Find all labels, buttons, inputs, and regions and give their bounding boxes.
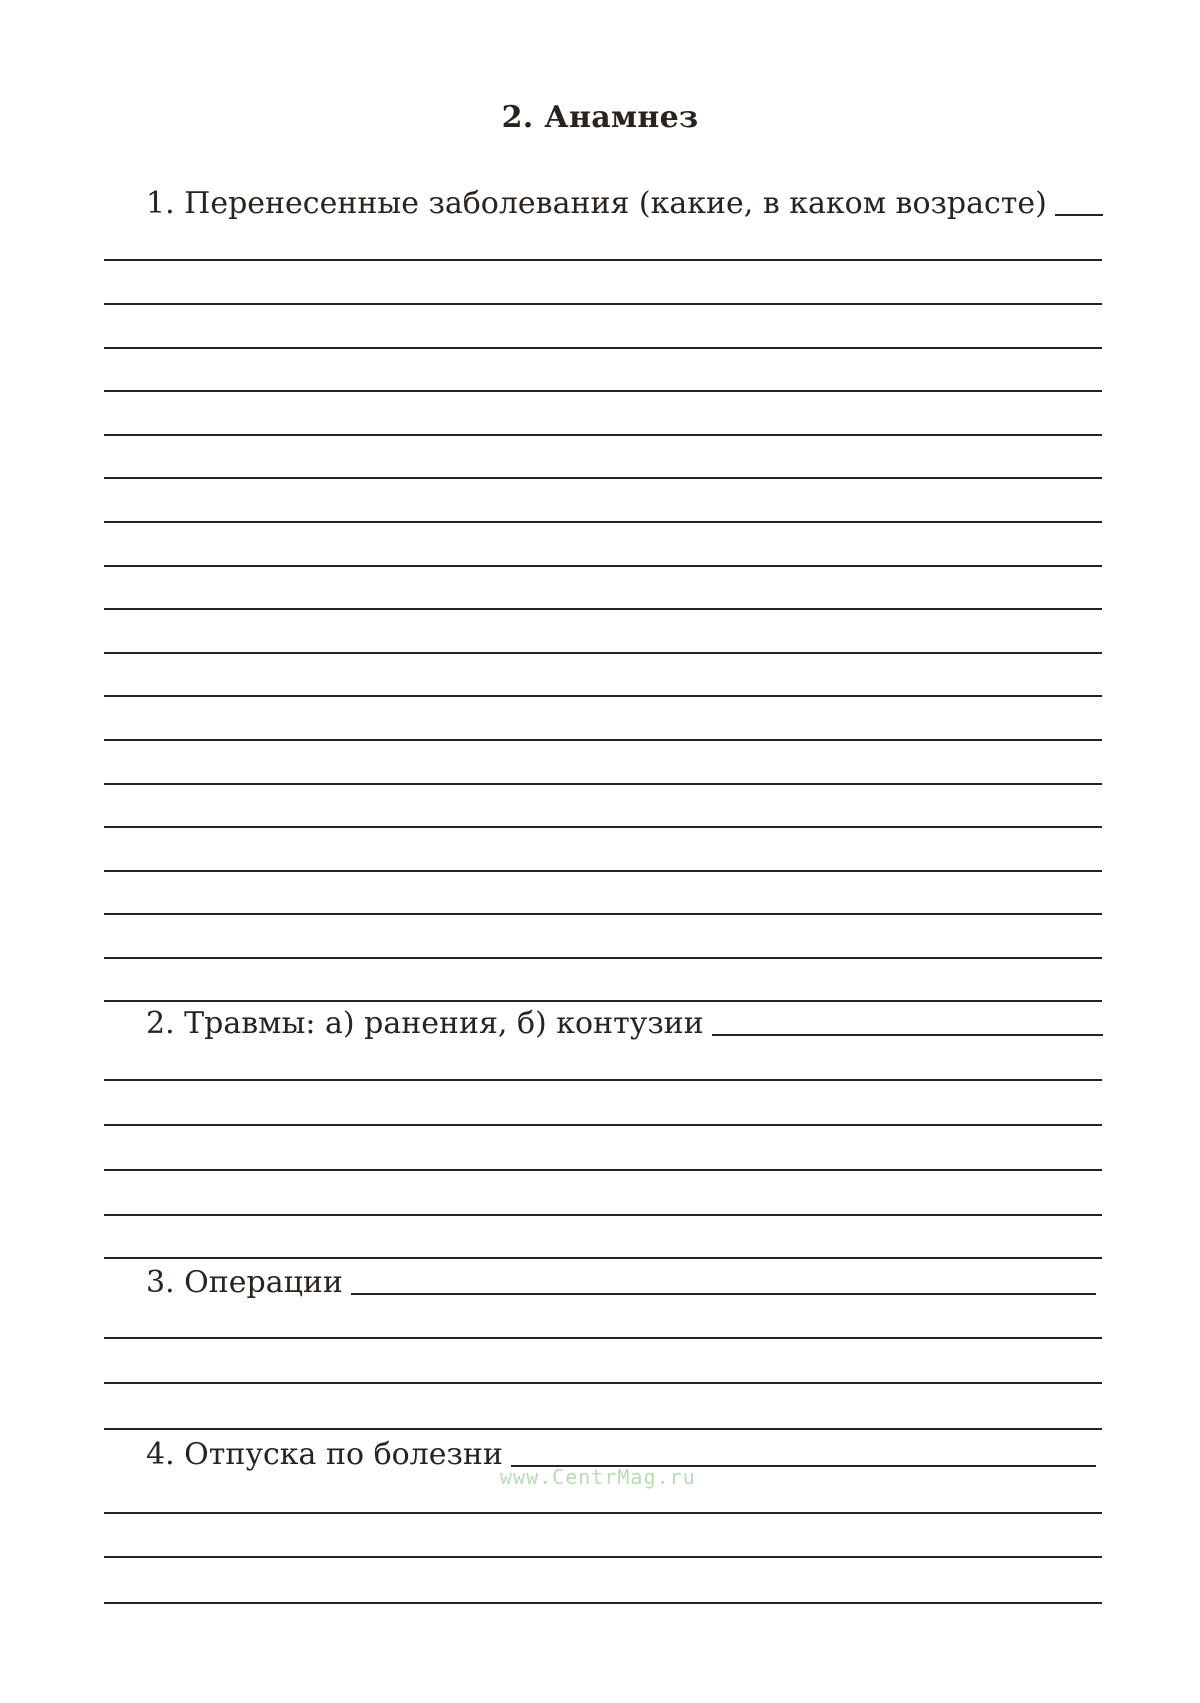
answer-line[interactable]: [104, 783, 1102, 785]
answer-line[interactable]: [104, 347, 1102, 349]
question-4-label: 4. Отпуска по болезни: [146, 1437, 503, 1472]
answer-line[interactable]: [104, 1382, 1102, 1384]
question-1-label: 1. Перенесенные заболевания (какие, в каком возрасте): [146, 186, 1047, 221]
answer-line[interactable]: [104, 565, 1102, 567]
answer-line[interactable]: [104, 695, 1102, 697]
answer-line[interactable]: [104, 1556, 1102, 1558]
answer-line[interactable]: [104, 1214, 1102, 1216]
question-2: [146, 1002, 1103, 1042]
answer-line[interactable]: [104, 913, 1102, 915]
watermark-text: www.CentrMag.ru: [500, 1465, 696, 1489]
answer-line[interactable]: [104, 1428, 1102, 1430]
answer-line[interactable]: [104, 1602, 1102, 1604]
answer-line[interactable]: [104, 1512, 1102, 1514]
answer-line[interactable]: [104, 608, 1102, 610]
answer-line[interactable]: [104, 1079, 1102, 1081]
question-2-label: 2. Травмы: а) ранения, б) контузии: [146, 1006, 704, 1041]
answer-line[interactable]: [104, 957, 1102, 959]
answer-line[interactable]: [104, 259, 1102, 261]
answer-line[interactable]: [104, 870, 1102, 872]
answer-line[interactable]: [104, 652, 1102, 654]
question-3-label: 3. Операции: [146, 1265, 343, 1300]
answer-line[interactable]: [104, 826, 1102, 828]
answer-line[interactable]: [104, 1124, 1102, 1126]
answer-line[interactable]: [104, 434, 1102, 436]
answer-line[interactable]: [104, 477, 1102, 479]
question-1: [146, 182, 1103, 222]
answer-line[interactable]: [104, 390, 1102, 392]
answer-line[interactable]: [104, 739, 1102, 741]
answer-line[interactable]: [104, 521, 1102, 523]
question-2-answer-line[interactable]: [712, 1034, 1103, 1036]
answer-line[interactable]: [104, 303, 1102, 305]
answer-line[interactable]: [104, 1257, 1102, 1259]
section-title: 2. Анамнез: [501, 100, 699, 135]
answer-line[interactable]: [104, 1169, 1102, 1171]
question-3-answer-line[interactable]: [351, 1293, 1096, 1295]
question-3: [146, 1261, 1096, 1301]
answer-line[interactable]: [104, 1337, 1102, 1339]
question-1-answer-line[interactable]: [1055, 214, 1103, 216]
